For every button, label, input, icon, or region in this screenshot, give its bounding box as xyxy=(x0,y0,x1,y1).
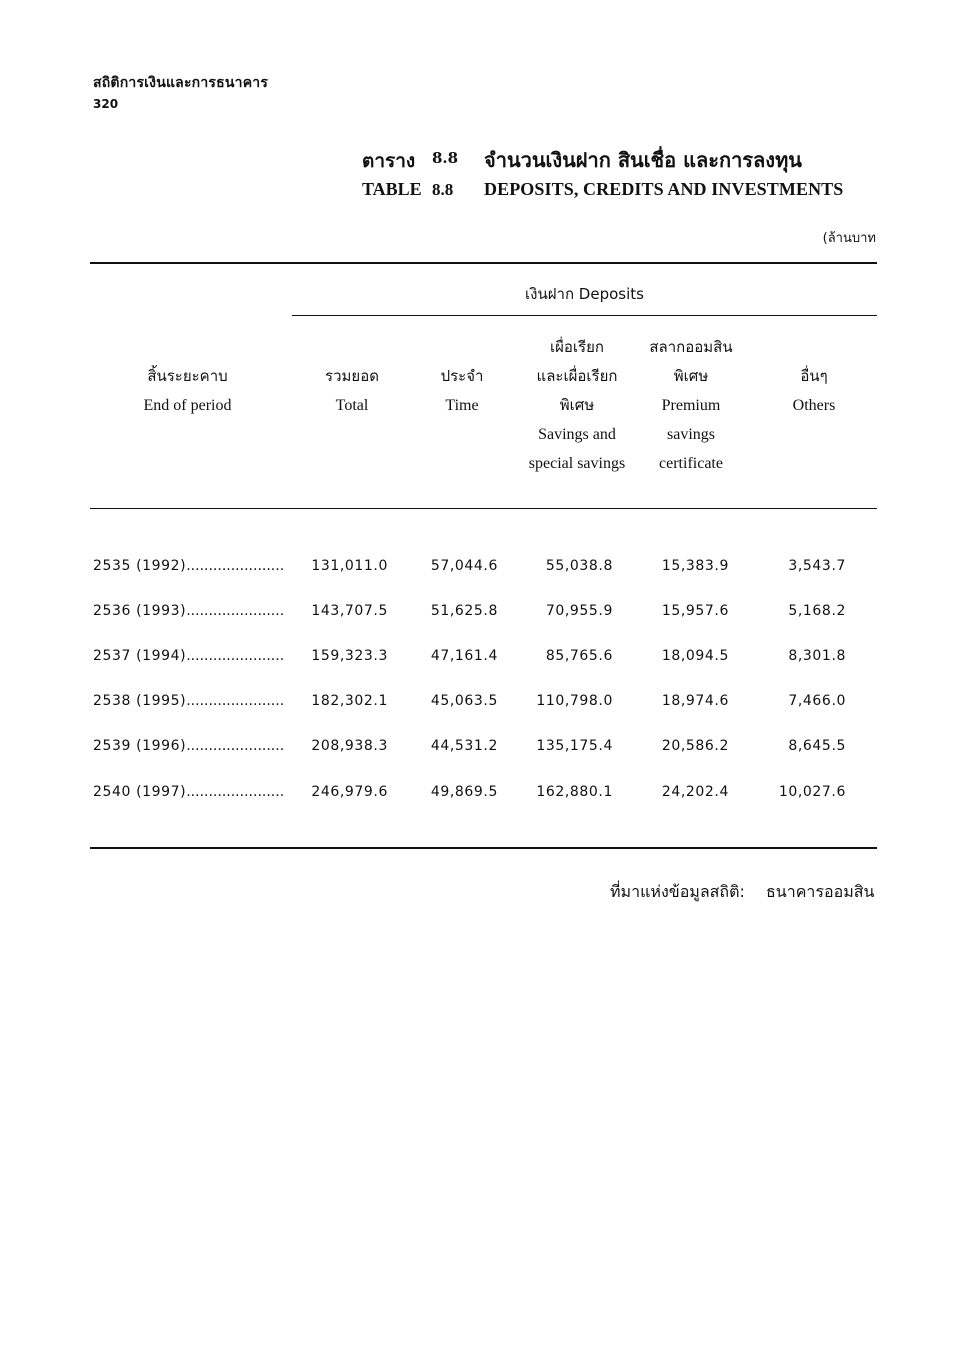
table-label-en: TABLE xyxy=(362,179,422,199)
total-cell: 208,938.3 xyxy=(311,738,388,754)
header-time-en: Time xyxy=(445,397,479,414)
table-row xyxy=(0,648,966,670)
period-cell xyxy=(93,603,284,619)
header-premium-th2: พิเศษ xyxy=(673,367,709,385)
source-label: ที่มาแห่งข้อมูลสถิติ: xyxy=(610,882,745,901)
source-value: ธนาคารออมสิน xyxy=(766,882,875,901)
time-cell: 51,625.8 xyxy=(430,603,498,619)
page-number: 320 xyxy=(93,97,119,111)
period-cell xyxy=(93,648,284,664)
header-period-en: End of period xyxy=(143,397,232,414)
premium-cell: 15,957.6 xyxy=(661,603,729,619)
table-row xyxy=(0,603,966,625)
header-premium-en1: Premium xyxy=(661,397,721,414)
header-others xyxy=(764,362,864,420)
period-label: 2535 (1992) xyxy=(93,558,187,574)
top-rule xyxy=(90,262,877,264)
table-title-th: จำนวนเงินฝาก สินเชื่อ และการลงทุน xyxy=(484,148,802,172)
premium-cell: 20,586.2 xyxy=(661,738,729,754)
period-label: 2540 (1997) xyxy=(93,784,187,800)
header-premium-en2: savings xyxy=(667,426,715,443)
header-savings-th2: และเผื่อเรียก xyxy=(536,367,618,385)
table-row xyxy=(0,738,966,760)
premium-cell: 24,202.4 xyxy=(661,784,729,800)
header-premium-th1: สลากออมสิน xyxy=(649,338,733,356)
time-cell: 57,044.6 xyxy=(430,558,498,574)
period-label: 2539 (1996) xyxy=(93,738,187,754)
header-rule xyxy=(90,508,877,509)
premium-cell: 18,094.5 xyxy=(661,648,729,664)
header-savings-en2: special savings xyxy=(528,455,626,472)
deposits-group-header xyxy=(292,280,877,309)
header-total xyxy=(300,362,404,420)
header-time-th: ประจำ xyxy=(440,367,484,385)
period-label: 2536 (1993) xyxy=(93,603,187,619)
table-number-en: 8.8 xyxy=(432,180,454,199)
header-others-th: อื่นๆ xyxy=(800,367,828,385)
savings-cell: 162,880.1 xyxy=(536,784,613,800)
table-number-th: 8.8 xyxy=(432,149,459,167)
others-cell: 7,466.0 xyxy=(788,693,846,709)
period-cell xyxy=(93,558,284,574)
premium-cell: 18,974.6 xyxy=(661,693,729,709)
period-cell xyxy=(93,738,284,754)
header-savings-en1: Savings and xyxy=(538,426,616,443)
total-cell: 159,323.3 xyxy=(311,648,388,664)
period-cell xyxy=(93,784,284,800)
header-premium xyxy=(640,333,742,478)
header-time xyxy=(410,362,514,420)
leader-dots: ...................... xyxy=(186,558,285,574)
deposits-group-rule xyxy=(292,315,877,316)
bottom-rule xyxy=(90,847,877,849)
savings-cell: 85,765.6 xyxy=(545,648,613,664)
unit-note: (ล้านบาท xyxy=(822,231,876,246)
period-label: 2538 (1995) xyxy=(93,693,187,709)
header-period xyxy=(110,362,265,420)
header-total-th: รวมยอด xyxy=(325,367,379,385)
total-cell: 182,302.1 xyxy=(311,693,388,709)
leader-dots: ...................... xyxy=(186,738,285,754)
leader-dots: ...................... xyxy=(186,648,285,664)
total-cell: 143,707.5 xyxy=(311,603,388,619)
time-cell: 44,531.2 xyxy=(430,738,498,754)
leader-dots: ...................... xyxy=(186,693,285,709)
running-head: สถิติการเงินและการธนาคาร xyxy=(93,75,269,91)
deposits-group-label: เงินฝาก Deposits xyxy=(525,285,644,303)
time-cell: 47,161.4 xyxy=(430,648,498,664)
others-cell: 3,543.7 xyxy=(788,558,846,574)
table-row xyxy=(0,693,966,715)
header-savings-th3: พิเศษ xyxy=(559,396,595,414)
leader-dots: ...................... xyxy=(186,603,285,619)
period-cell xyxy=(93,693,284,709)
table-row xyxy=(0,558,966,580)
period-label: 2537 (1994) xyxy=(93,648,187,664)
others-cell: 10,027.6 xyxy=(778,784,846,800)
time-cell: 49,869.5 xyxy=(430,784,498,800)
savings-cell: 110,798.0 xyxy=(536,693,613,709)
header-total-en: Total xyxy=(335,397,369,414)
others-cell: 5,168.2 xyxy=(788,603,846,619)
header-others-en: Others xyxy=(792,397,836,414)
header-period-th: สิ้นระยะคาบ xyxy=(147,367,228,385)
header-savings-th1: เผื่อเรียก xyxy=(550,338,604,356)
table-title-en: DEPOSITS, CREDITS AND INVESTMENTS xyxy=(484,179,844,199)
savings-cell: 135,175.4 xyxy=(536,738,613,754)
header-premium-en3: certificate xyxy=(659,455,723,472)
table-label-th: ตาราง xyxy=(362,150,416,172)
others-cell: 8,301.8 xyxy=(788,648,846,664)
total-cell: 131,011.0 xyxy=(311,558,388,574)
time-cell: 45,063.5 xyxy=(430,693,498,709)
total-cell: 246,979.6 xyxy=(311,784,388,800)
leader-dots: ...................... xyxy=(186,784,285,800)
table-row xyxy=(0,784,966,806)
others-cell: 8,645.5 xyxy=(788,738,846,754)
header-savings xyxy=(514,333,640,478)
savings-cell: 55,038.8 xyxy=(545,558,613,574)
premium-cell: 15,383.9 xyxy=(661,558,729,574)
savings-cell: 70,955.9 xyxy=(545,603,613,619)
